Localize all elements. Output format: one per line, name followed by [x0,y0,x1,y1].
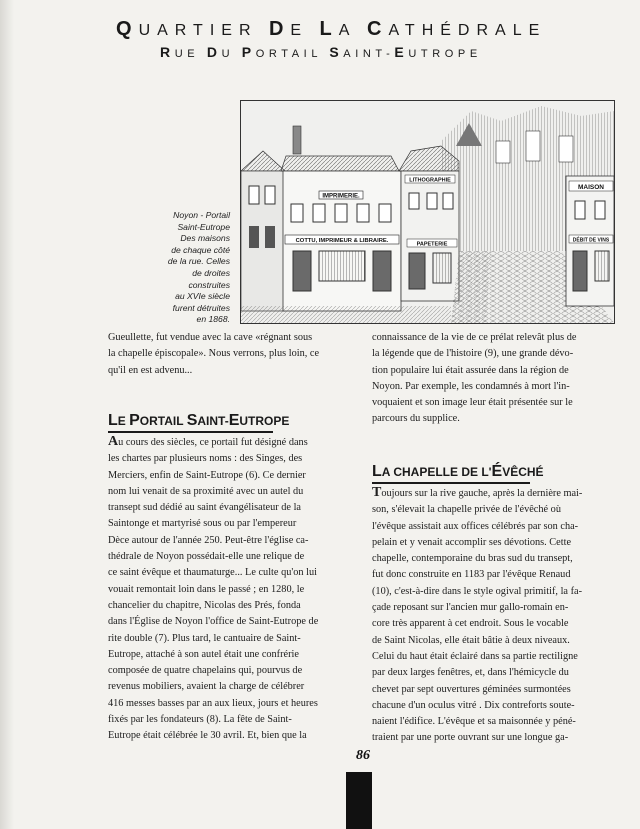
text-line: (10), c'est-à-dire dans le style ogival primitif, la fa- [372,585,583,597]
text-line: en 1868. [196,314,230,325]
left-column-intro [108,330,361,379]
header-initial: C [366,18,389,40]
text-line: Celui du haut était éclairé dans sa partie rectiligne [372,650,578,662]
text-line [372,485,610,502]
header-word-rest: AINT- [343,48,395,60]
drop-cap: T [372,485,382,500]
text-line: transept sud dédié au saint évangélisateur de la [108,502,301,514]
text-line: Eutrope était célébrée le 30 avril. Et, bien que la [108,730,307,742]
heading-underline [108,431,273,433]
left-column-body [108,434,361,745]
text-line: vouait remontait loin dans le passé ; en 1280, le [108,583,305,595]
text-line: composée de quatre chapelains qui, pourvus de [108,665,303,677]
text-line: de chaque côté [171,244,230,255]
text-line: de droites construites [188,267,230,290]
header-word-rest: UARTIER [138,22,269,39]
text-line: çade reposant sur l'ancien mur gallo-romain en- [372,602,569,614]
heading-initial: S [186,412,198,429]
header-word-rest: E [290,22,320,39]
drop-cap: A [108,434,119,449]
running-header-subtitle [160,44,630,60]
text-line [108,434,361,451]
sign-lithographie: LITHOGRAPHIE [409,177,451,184]
engraving-illustration [240,100,615,324]
heading-small-caps: ORTAIL [139,414,187,428]
text-line: Des maisons [180,233,230,244]
heading-small-caps: A CHAPELLE DE L' [381,465,492,479]
text-line: fut donc construite en 1183 par l'évêque Renaud [372,569,571,581]
header-word-rest: UE [174,48,207,60]
text-line: connaissance de la vie de ce prélat relevât plus de [372,332,577,343]
text-line: ce saint évêque et thaumaturge... Le culte qu'on lui [108,567,317,579]
text-line: thédrale de Noyon possédait-elle une relique de [108,551,305,563]
header-initial: P [241,44,256,60]
text-line: tion populaire lui était assurée dans la région de [372,364,569,376]
heading-small-caps: UTROPE [239,414,290,428]
header-initial: R [160,44,175,60]
illustration-caption [150,210,230,326]
sign-maison: MAISON [578,184,604,191]
header-initial: D [268,18,291,40]
text-line: chevet par sept ouvertures géminées surmontées [372,683,571,695]
header-initial: E [394,44,409,60]
sign-papeterie: PAPETERIE [416,241,448,248]
sign-debit-de-vins: DÉBIT DE VINS [572,237,610,244]
text-line: Saintonge et martyrisé sous ou par l'empereur [108,518,297,530]
text-line: Eutrope, attaché à son autel était une confrérie [108,648,299,660]
text-line: chapelle, contemporaine du bras sud du transept, [372,553,573,565]
header-initial: D [206,44,222,60]
section-heading-portail [108,412,290,430]
text-line: par deux larges fenêtres, et, dans l'hémicycle du [372,667,569,679]
heading-small-caps: AINT- [197,414,229,428]
text-line: les chartes par plusieurs noms : des Singes, des [108,453,303,465]
header-initial: S [329,44,344,60]
heading-initial: L [372,463,382,480]
sign-cottu: COTTU, IMPRIMEUR & LIBRAIRE. [295,238,389,244]
text-line: Noyon - Portail [173,210,230,220]
text-line-rest: u cours des siècles, ce portail fut désigné dans [118,437,308,448]
text-line: la légende que de l'histoire (9), une grande dévo- [372,348,574,360]
header-word-rest: ATHÉDRALE [388,22,547,39]
page-number: 86 [356,748,370,763]
text-line: l'évêque assistait aux offices célébrés par son cha- [372,520,579,532]
heading-underline [372,482,530,484]
page-edge-tab [346,772,372,829]
right-column-intro [372,330,610,428]
text-line: voquaient et son image leur était présentée sur le [372,397,573,409]
section-heading-chapelle [372,463,544,481]
heading-small-caps: VÊCHÉ [502,465,544,479]
header-initial: L [319,18,339,40]
text-line: chacune d'un oculus vitré . Dix contreforts soute- [372,699,575,711]
text-line: nom lui venait de sa proximité avec un autel du [108,485,304,497]
running-header-title [116,18,636,41]
text-line: au XVIe siècle [175,291,230,302]
heading-initial: E [228,412,240,429]
header-word-rest: ORTAIL [255,48,330,60]
text-line: Dèce autour de l'année 250. Peut-être l'église ca- [108,534,309,546]
text-line: qu'il en est advenu... [108,364,193,376]
text-line: Saint-Eutrope [177,221,230,232]
header-word-rest: A [338,22,367,39]
heading-initial: P [129,412,140,429]
text-line: de la rue. Celles [167,256,230,267]
text-line: pelain et y venait accomplir ses dévotions. Cette [372,536,572,548]
text-line: 416 messes basses par an aux lieux, jours et heures [108,697,318,709]
header-word-rest: U [221,48,242,60]
text-line: dans l'Église de Noyon l'office de Saint-Eutrope de [108,616,319,628]
heading-initial: L [108,412,118,429]
engraving-street-scene [241,101,614,323]
text-line: rite double (7). Plus tard, le cantuaire de Saint- [108,632,301,644]
text-line: la chapelle épiscopale». Nous verrons, plus loin, ce [108,348,320,360]
text-line: Gueullette, fut vendue avec la cave «régnant sous [108,332,313,343]
text-line: furent détruites [172,302,230,313]
text-line: naient l'édifice. L'évêque et sa maisonnée y péné- [372,716,576,728]
text-line: son, s'élevait la chapelle privée de l'évêché où [372,504,561,516]
heading-small-caps: E [117,414,130,428]
text-line: fixés par les fondateurs (8). La fête de Saint- [108,714,292,726]
text-line: Noyon. Par exemple, les condamnés à mort l'in- [372,380,570,392]
heading-initial: É [491,463,503,480]
text-line: parcours du supplice. [372,413,460,425]
text-line: Merciers, enfin de Saint-Eutrope (6). Ce dernier [108,469,306,481]
text-line: core très apparent à cet endroit. Sous le vocable [372,618,569,630]
text-line: de Saint Nicolas, elle était bâtie à deux niveaux. [372,634,570,646]
text-line-rest: oujours sur la rive gauche, après la dernière mai- [381,488,583,499]
text-line: revenus mobiliers, avaient la charge de célébrer [108,681,305,693]
text-line: traient par une porte ouvrant sur une longue ga- [372,732,569,744]
header-initial: Q [116,18,139,40]
sign-imprimerie: IMPRIMERIE. [322,193,360,200]
header-word-rest: UTROPE [408,48,482,60]
text-line: chancelier du chapitre, Nicolas des Prés, fonda [108,599,301,611]
right-column-body [372,485,610,747]
